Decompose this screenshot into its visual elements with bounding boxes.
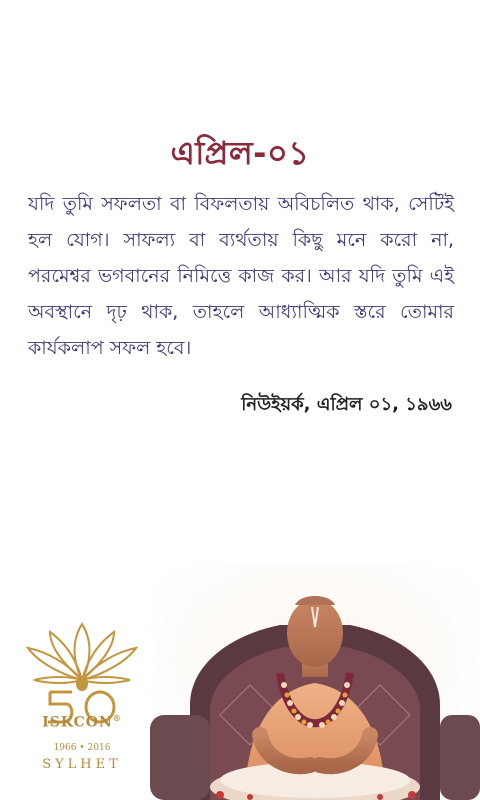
citation: নিউইয়র্ক, এপ্রিল ০১, ১৯৬৬ — [241, 394, 452, 415]
seated-teacher-photo — [150, 565, 480, 800]
logo-name: ISKCON® — [42, 713, 122, 731]
logo-city: SYLHET — [42, 757, 122, 772]
quote-text: যদি তুমি সফলতা বা বিফলতায় অবিচলিত থাক, সেটিই হল যোগ। সাফল্য বা ব্যর্থতায় কিছু মনে করো না, পরমেশ্বর ভগবানের নিমিত্তে কাজ কর। আর যদি তুমি এই অবস্থানে দৃঢ় থাক, তাহলে আধ্যাত্মিক স্তরে তোমার কার্যকলাপ সফল হবে। — [28, 193, 454, 359]
logo-years: 1966 • 2016 — [53, 743, 111, 753]
page-title: এপ্রিল-০১ — [170, 134, 310, 172]
logo-number — [20, 680, 144, 715]
